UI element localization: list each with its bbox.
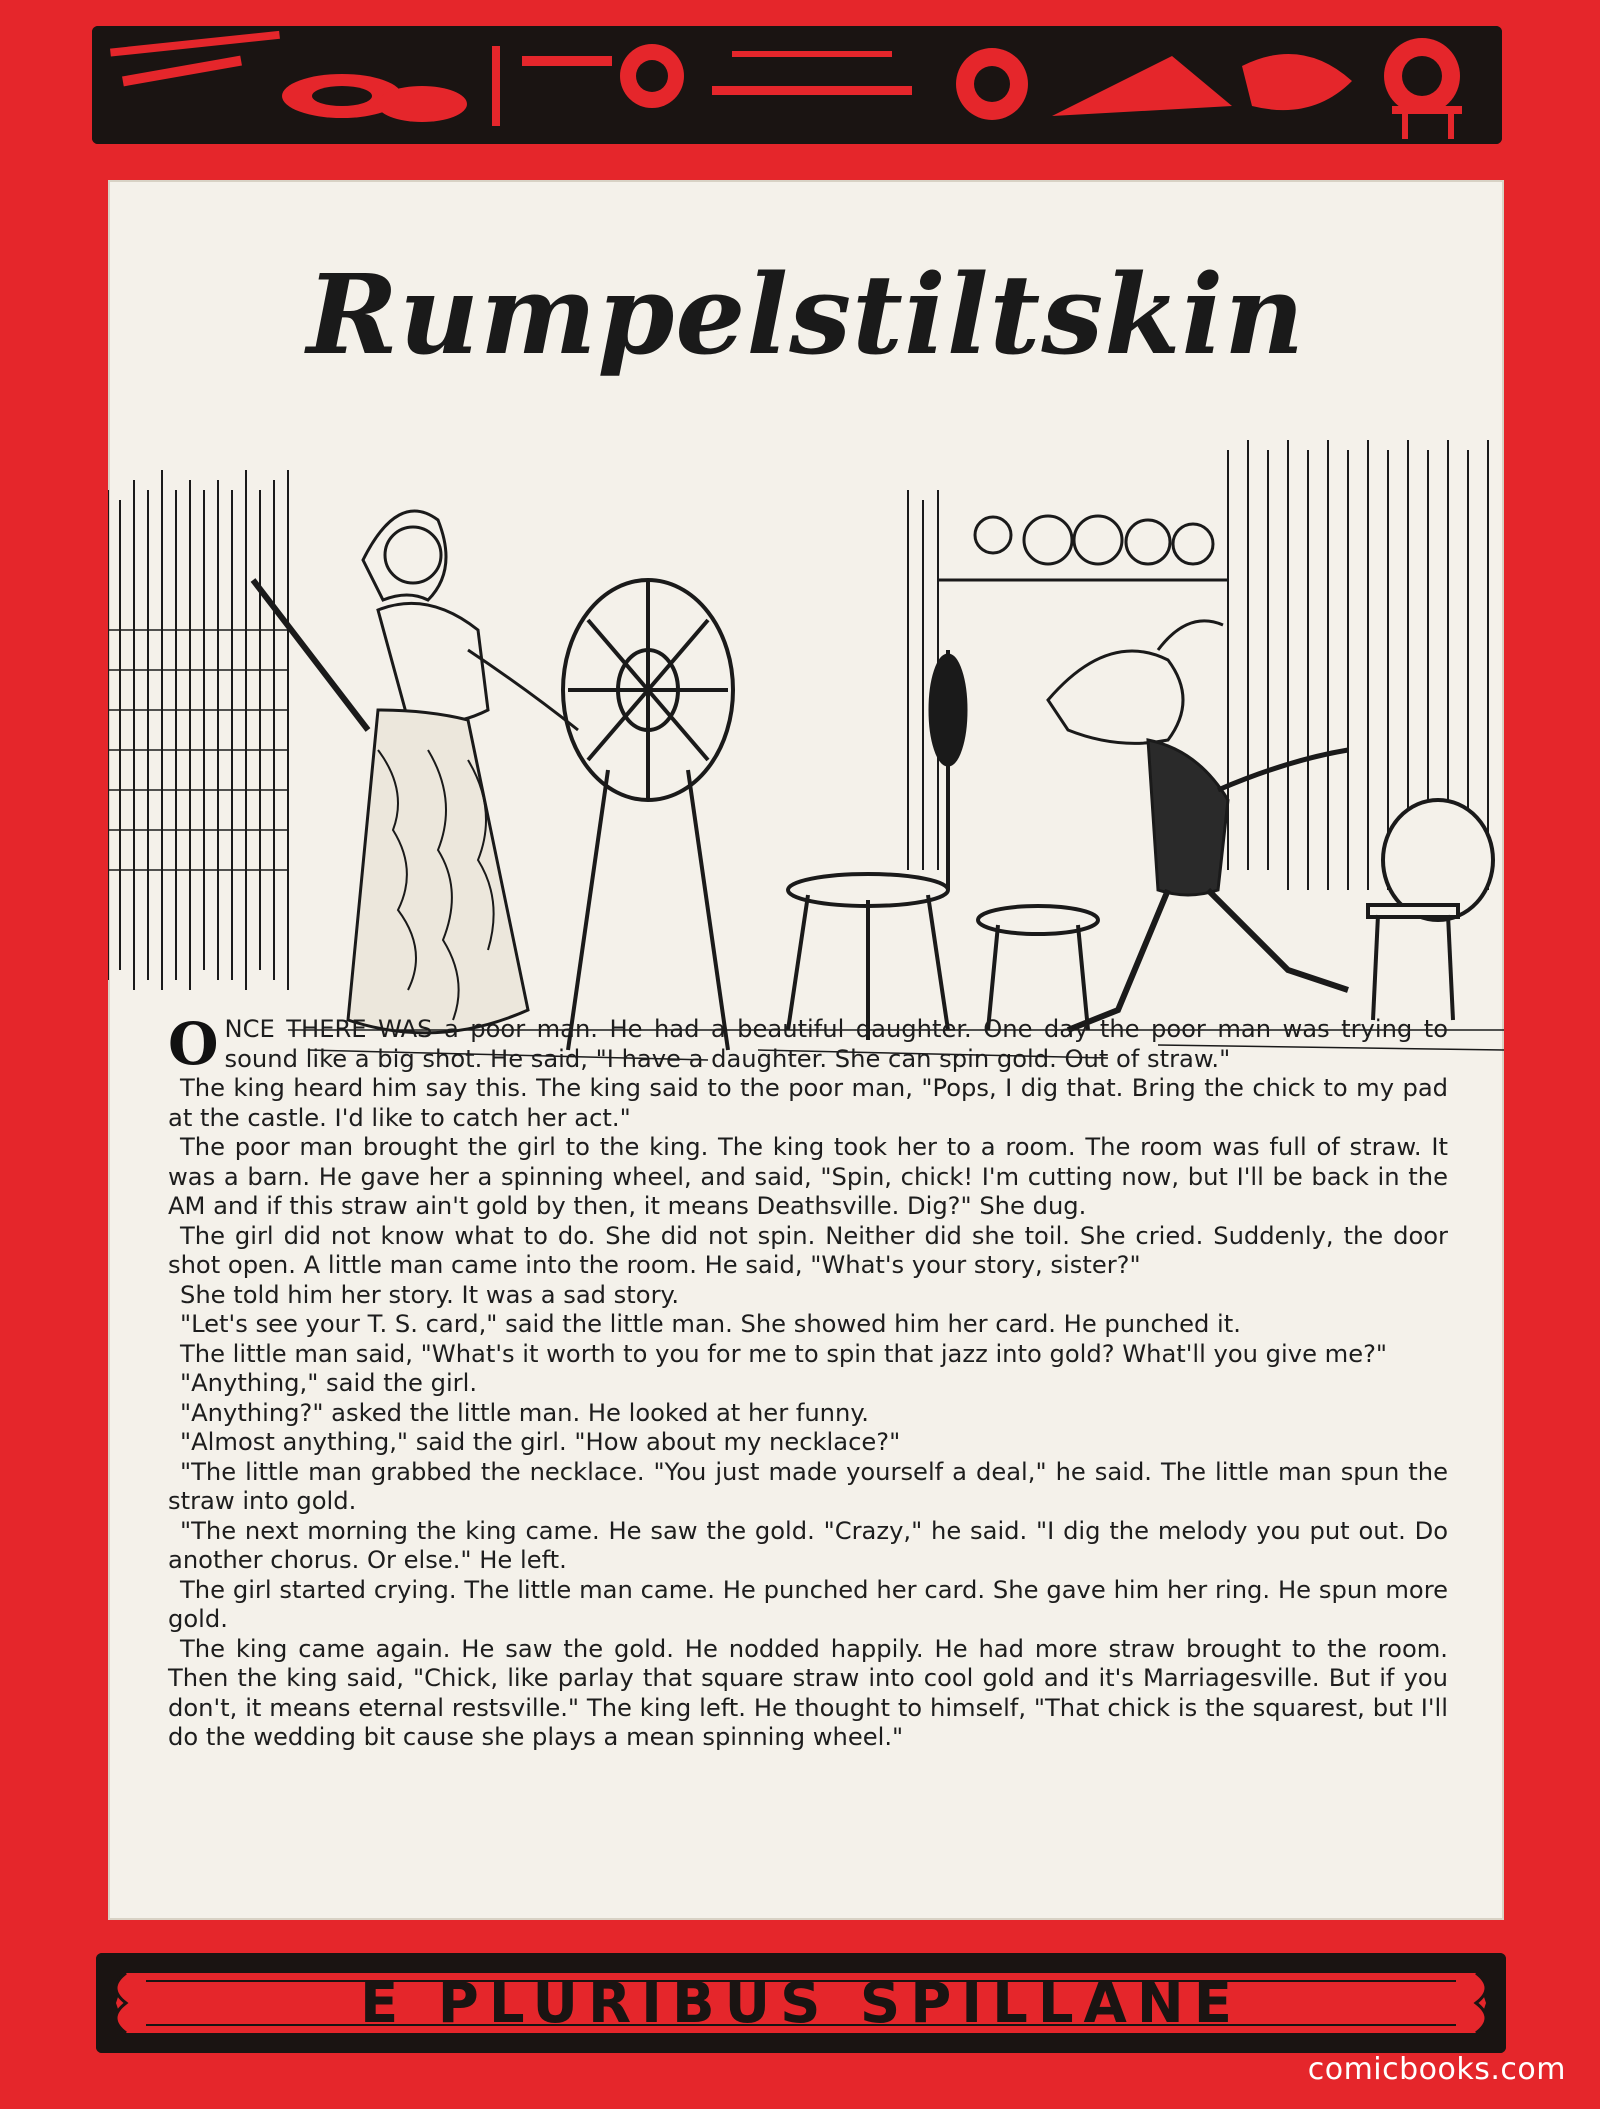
story-paragraph: "The little man grabbed the necklace. "You just made yourself a deal," he said. The little man spun the straw into gold. [168,1457,1448,1515]
footer-banner [96,1953,1506,2053]
story-paragraph: The little man said, "What's it worth to you for me to spin that jazz into gold? What'll you give me?" [180,1339,1388,1368]
story-paragraph [168,1010,1449,1078]
watermark: comicbooks.com [1307,2052,1566,2087]
story-text [168,1010,1449,1753]
footer-banner-text: E PLURIBUS SPILLANE [360,1970,1242,2036]
top-woodcut-banner [92,26,1502,144]
story-paragraph: The king came again. He saw the gold. He nodded happily. He had more straw brought to the room. Then the king said, "Chick, like parlay that square straw into cool gold and it's Marriagesville. But if you don't, it means eternal restsville." The king left. He thought to himself, "That chick is the squarest, but I'll do the wedding bit cause she plays a mean spinning wheel." [168,1634,1448,1751]
story-paragraph: She told him her story. It was a sad story. [180,1280,680,1309]
story-paragraph: "Anything?" asked the little man. He looked at her funny. [180,1398,869,1427]
story-paragraph: The girl started crying. The little man came. He punched her card. She gave him her ring. He spun more gold. [168,1575,1448,1633]
story-paragraph: "The next morning the king came. He saw the gold. "Crazy," he said. "I dig the melody you put out. Do another chorus. Or else." He left. [168,1516,1448,1574]
story-panel [108,180,1504,1920]
page-title: Rumpelstiltskin [306,250,1306,379]
drop-cap: O [168,1010,219,1078]
story-paragraph: "Almost anything," said the girl. "How about my necklace?" [180,1428,901,1456]
story-paragraph: The girl did not know what to do. She did not spin. Neither did she toil. She cried. Suddenly, the door shot open. A little man came into the room. He said, "What's your story, sister?" [168,1221,1448,1279]
story-first-text: a poor man. He had a beautiful daughter. One day the poor man was trying to sound like a big shot. He said, "I have a daughter. She can spin gold. Out of straw." [224,1015,1449,1073]
story-paragraph: The poor man brought the girl to the king. The king took her to a room. The room was full of straw. It was a barn. He gave her a spinning wheel, and said, "Spin, chick! I'm cutting now, but I'll be back in the AM and if this straw ain't gold by then, it means Deathsville. Dig?" She dug. [168,1133,1448,1220]
story-paragraph: "Anything," said the girl. [180,1369,478,1397]
story-lead: NCE THERE WAS [224,1015,433,1043]
story-paragraph: "Let's see your T. S. card," said the little man. She showed him her card. He punched it. [180,1310,1241,1338]
story-paragraph: The king heard him say this. The king said to the poor man, "Pops, I dig that. Bring the chick to my pad at the castle. I'd like to catch her act." [168,1074,1448,1132]
